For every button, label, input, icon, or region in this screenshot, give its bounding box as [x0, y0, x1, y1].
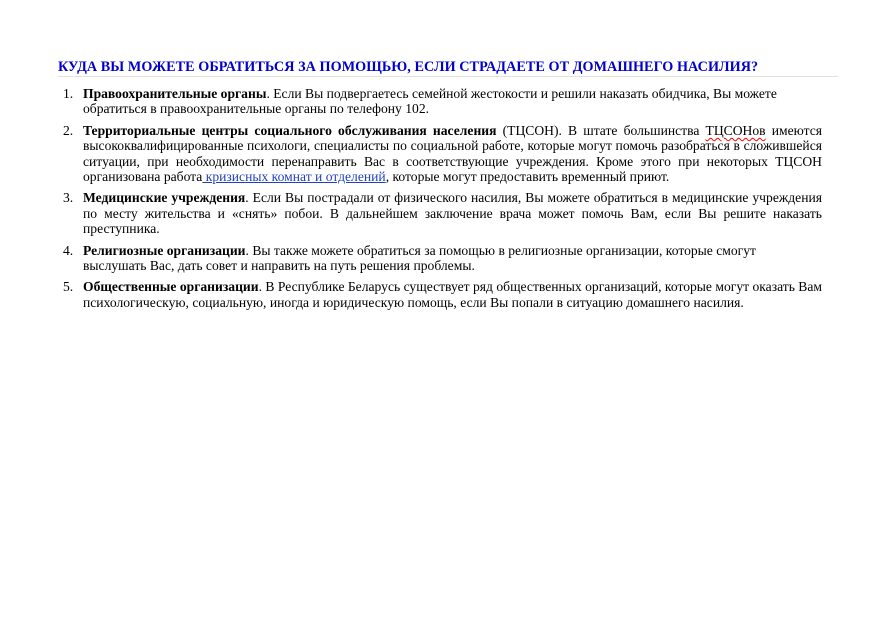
list-item-text: . Вы также можете обратиться за помощью в религиозные организации, которые смогут выслушать Вас, дать совет и направить на путь решения проблемы. [83, 242, 756, 274]
list-item-law-enforcement [57, 86, 822, 117]
list-item-number: 2. [63, 122, 74, 138]
spellcheck-word[interactable]: ТЦСОНов [705, 122, 766, 138]
list-item-text: имеются высококвалифицированные психологи, специалисты по социальной работе, которые могут помочь разобраться в сложившейся ситуации, при необходимости перенаправить Вас в соответствующие учреждения. Кроме этого при некоторых ТЦСОН организована работа [83, 122, 822, 185]
list-item-text: . Если Вы пострадали от физического насилия, Вы можете обратиться в медицинские учреждения по месту жительства и «снять» побои. В дальнейшем заключение врача может помочь Вам, если Вы решите наказать преступника. [83, 190, 822, 237]
list-item-medical [57, 190, 822, 236]
list-item-title: Правоохранительные органы [83, 86, 267, 101]
crisis-rooms-link[interactable]: кризисных комнат и отделений [202, 169, 386, 185]
list-item-title: Медицинские учреждения [83, 190, 246, 206]
list-item-text: , которые могут предоставить временный приют. [385, 169, 670, 185]
list-item-number: 5. [63, 279, 74, 295]
list-item-social-centers [57, 123, 822, 185]
page-title: КУДА ВЫ МОЖЕТЕ ОБРАТИТЬСЯ ЗА ПОМОЩЬЮ, ЕСЛИ СТРАДАЕТЕ ОТ ДОМАШНЕГО НАСИЛИЯ? [58, 59, 759, 75]
list-item-religious [57, 243, 822, 274]
help-list [57, 86, 822, 316]
list-item-text: (ТЦСОН). В штате большинства [496, 122, 706, 138]
list-item-number: 1. [63, 86, 74, 101]
list-item-public-orgs [57, 279, 822, 310]
list-item-text: . Если Вы подвергаетесь семейной жестокости и решили наказать обидчика, Вы можете обратиться в правоохранительные органы по телефону 102. [83, 86, 777, 117]
list-item-title: Общественные организации [83, 279, 259, 295]
list-item-title: Религиозные организации [83, 242, 246, 258]
list-item-text: . В Республике Беларусь существует ряд общественных организаций, которые могут оказать Вам психологическую, социальную, иногда и юридическую помощь, если Вы попали в ситуацию домашнего насилия. [83, 279, 822, 310]
heading-block [58, 59, 838, 77]
list-item-number: 3. [63, 190, 74, 206]
list-item-title: Территориальные центры социального обслуживания населения [83, 122, 497, 138]
list-item-number: 4. [63, 242, 74, 258]
